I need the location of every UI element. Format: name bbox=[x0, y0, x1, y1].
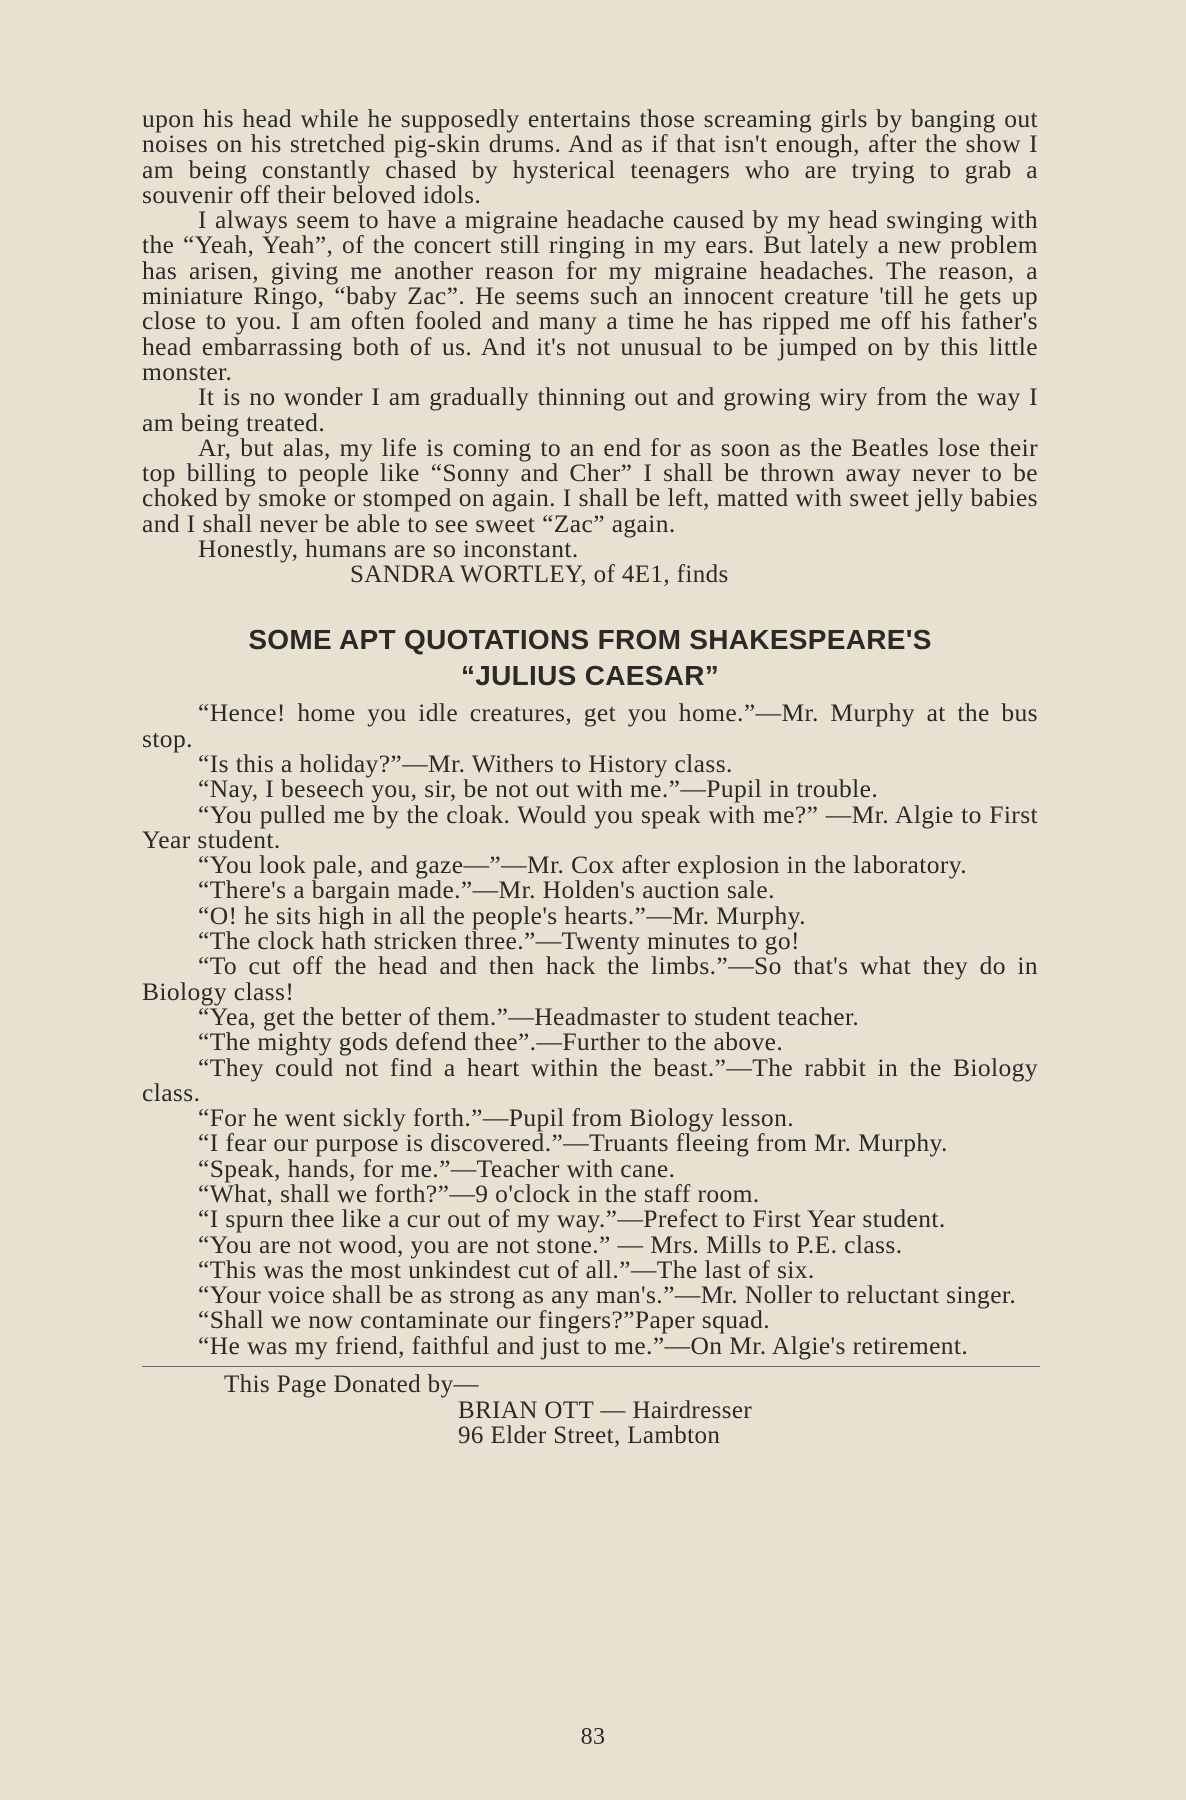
quotation-list bbox=[142, 700, 1038, 1358]
quotation-item: “The clock hath stricken three.”—Twenty minutes to go! bbox=[198, 926, 800, 956]
page-number: 83 bbox=[580, 1724, 606, 1750]
quotation-item: “O! he sits high in all the people's hearts.”—Mr. Murphy. bbox=[198, 900, 806, 930]
quotation-item: “To cut off the head and then hack the limbs.”—So that's what they do in Biology class! bbox=[142, 951, 1038, 1006]
essay-paragraph: Ar, but alas, my life is coming to an end for as soon as the Beatles lose their top billing to people like “Sonny and Cher” I shall be thrown away never to be choked by smoke or stomped on again. I shall be left, matted with sweet jelly babies and I shall never be able to see sweet “Zac” again. bbox=[142, 432, 1038, 538]
quotation-item: “Is this a holiday?”—Mr. Withers to History class. bbox=[198, 748, 733, 778]
quotation-item: “He was my friend, faithful and just to me.”—On Mr. Algie's retirement. bbox=[198, 1330, 969, 1360]
quotation-item: “Your voice shall be as strong as any man's.”—Mr. Noller to reluctant singer. bbox=[198, 1280, 1017, 1310]
heading-line: SOME APT QUOTATIONS FROM SHAKESPEARE'S bbox=[248, 624, 932, 656]
essay-continuation bbox=[142, 104, 1038, 564]
donor-address: 96 Elder Street, Lambton bbox=[458, 1422, 721, 1450]
quotation-item: “They could not find a heart within the beast.”—The rabbit in the Biology class. bbox=[142, 1052, 1038, 1107]
donor-notice bbox=[142, 1372, 1038, 1449]
quotation-item: “You look pale, and gaze—”—Mr. Cox after explosion in the laboratory. bbox=[198, 850, 968, 880]
quotation-item: “Yea, get the better of them.”—Headmaster to student teacher. bbox=[198, 1001, 860, 1031]
donor-line: This Page Donated by— bbox=[224, 1371, 479, 1399]
quotation-item: “Speak, hands, for me.”—Teacher with cane. bbox=[198, 1153, 676, 1183]
essay-paragraph: upon his head while he supposedly entertains those screaming girls by banging out noises on his stretched pig-skin drums. And as if that isn't enough, after the show I am being constantly chased by hysterical teenagers who are trying to grab a souvenir off their beloved idols. bbox=[142, 104, 1038, 209]
quotation-item: “This was the most unkindest cut of all.”—The last of six. bbox=[198, 1254, 815, 1284]
essay-paragraph: It is no wonder I am gradually thinning out and growing wiry from the way I am being treated. bbox=[142, 382, 1038, 437]
quotation-item: “What, shall we forth?”—9 o'clock in the staff room. bbox=[198, 1178, 760, 1208]
quotation-item: “Hence! home you idle creatures, get you home.”—Mr. Murphy at the bus stop. bbox=[142, 698, 1038, 753]
quotation-item: “For he went sickly forth.”—Pupil from Biology lesson. bbox=[198, 1103, 794, 1133]
author-signature: SANDRA WORTLEY, of 4E1, finds bbox=[350, 561, 729, 589]
essay-paragraph: I always seem to have a migraine headache caused by my head swinging with the “Yeah, Yeah”, of the concert still ringing in my ears. But lately a new problem has arisen, giving me another reason for my migraine headaches. The reason, a miniature Ringo, “baby Zac”. He seems such an innocent creature 'till he gets up close to you. I am often fooled and many a time he has ripped me off his father's head embarrassing both of us. And it's not unusual to be jumped on by this little monster. bbox=[142, 205, 1038, 386]
quotation-item: “I fear our purpose is discovered.”—Truants fleeing from Mr. Murphy. bbox=[198, 1128, 948, 1158]
quotation-item: “I spurn thee like a cur out of my way.”—Prefect to First Year student. bbox=[198, 1204, 946, 1234]
quotation-item: “You are not wood, you are not stone.” — Mrs. Mills to P.E. class. bbox=[198, 1229, 903, 1259]
essay-paragraph: Honestly, humans are so inconstant. bbox=[198, 534, 579, 564]
quotation-item: “There's a bargain made.”—Mr. Holden's auction sale. bbox=[198, 875, 775, 905]
quotation-item: “The mighty gods defend thee”.—Further to the above. bbox=[198, 1027, 784, 1057]
quotation-item: “You pulled me by the cloak. Would you speak with me?” —Mr. Algie to First Year student. bbox=[142, 799, 1038, 854]
heading-line: “JULIUS CAESAR” bbox=[460, 660, 720, 692]
quotation-item: “Shall we now contaminate our fingers?”Paper squad. bbox=[198, 1305, 771, 1335]
donor-name: BRIAN OTT — Hairdresser bbox=[458, 1396, 753, 1424]
quotation-item: “Nay, I beseech you, sir, be not out with me.”—Pupil in trouble. bbox=[198, 774, 879, 804]
text-column bbox=[142, 106, 1038, 1449]
article-heading bbox=[142, 622, 1038, 694]
divider-rule bbox=[142, 1366, 1040, 1367]
